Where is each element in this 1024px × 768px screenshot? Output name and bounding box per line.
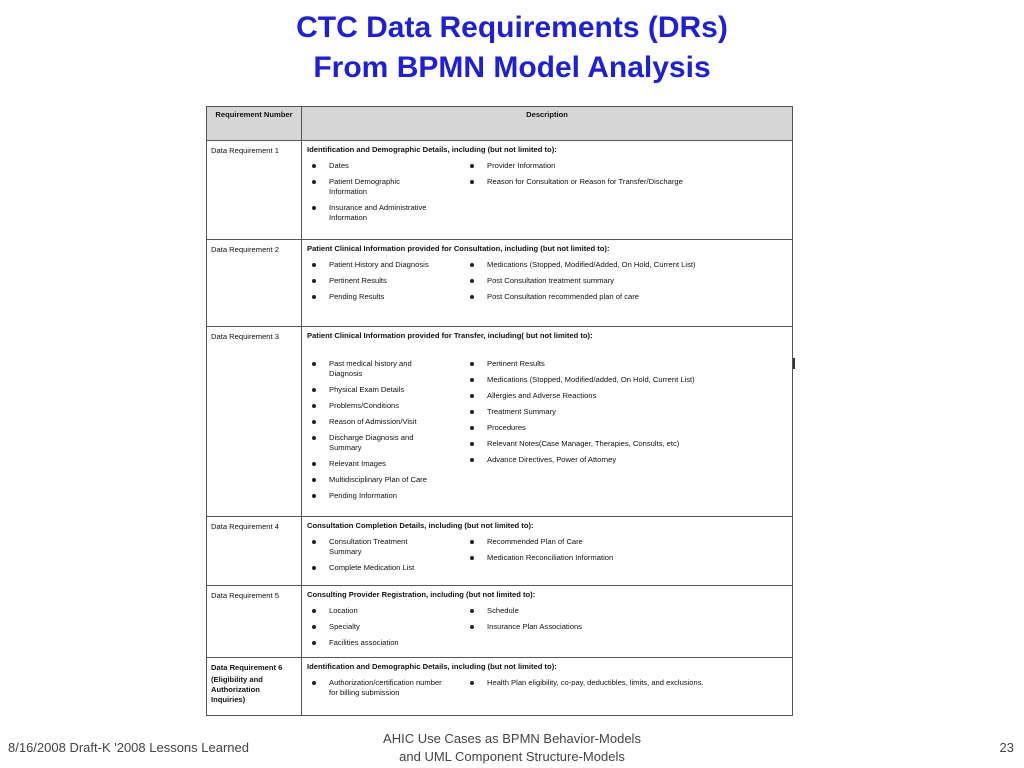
- requirement-number: Data Requirement 3: [207, 326, 302, 517]
- bullet-list-left: [309, 359, 467, 507]
- bullet-list-right: [467, 606, 787, 654]
- table-header-row: [207, 107, 793, 141]
- data-requirements-table: [206, 106, 793, 716]
- list-item: Reason for Consultation or Reason for Transfer/Discharge: [467, 177, 787, 187]
- bullet-list-right: [467, 161, 787, 229]
- list-item: Treatment Summary: [467, 407, 787, 417]
- requirement-number-label: Data Requirement 6: [211, 662, 283, 672]
- list-item: Consultation Treatment Summary: [309, 537, 467, 557]
- list-item: Medication Reconciliation Information: [467, 553, 787, 563]
- list-item: Patient History and Diagnosis: [309, 260, 467, 270]
- list-item: Relevant Images: [309, 459, 467, 469]
- description-heading: Patient Clinical Information provided for Consultation, including (but not limited to):: [307, 244, 610, 254]
- description-heading: Identification and Demographic Details, including (but not limited to):: [307, 145, 557, 154]
- bullet-list-left: [309, 537, 467, 579]
- bullet-list-right: [467, 537, 787, 579]
- description-header: Description: [302, 107, 793, 141]
- list-item: Specialty: [309, 622, 467, 632]
- description-heading: Consulting Provider Registration, including (but not limited to):: [307, 589, 536, 599]
- list-item: Advance Directives, Power of Attorney: [467, 455, 787, 465]
- description-heading: Consultation Completion Details, including (but not limited to):: [307, 521, 534, 531]
- requirement-number: Data Requirement 1: [207, 141, 302, 240]
- table-row: [207, 240, 793, 326]
- requirement-number: Data Requirement 4: [207, 517, 302, 585]
- footer-center: [312, 730, 712, 766]
- list-item: Schedule: [467, 606, 787, 616]
- requirement-number-note: (Eligibility and Authorization Inquiries): [211, 674, 263, 704]
- page-number: 23: [999, 740, 1014, 755]
- slide-title: [0, 8, 1024, 88]
- list-item: Problems/Conditions: [309, 401, 467, 411]
- list-item: Insurance Plan Associations: [467, 622, 787, 632]
- bullet-list-left: [309, 161, 467, 229]
- list-item: Multidisciplinary Plan of Care: [309, 475, 467, 485]
- footer-center-line-2: and UML Component Structure-Models: [399, 749, 625, 764]
- description-heading: Identification and Demographic Details, including (but not limited to):: [307, 661, 557, 671]
- requirement-description: [302, 240, 793, 326]
- list-item: Insurance and Administrative Information: [309, 203, 467, 223]
- description-heading: Patient Clinical Information provided for Transfer, including( but not limited to):: [307, 330, 593, 340]
- table-row: [207, 326, 793, 517]
- requirement-description: [302, 585, 793, 657]
- requirement-description: [302, 657, 793, 715]
- list-item: Relevant Notes(Case Manager, Therapies, Consults, etc): [467, 439, 787, 449]
- table-row: [207, 657, 793, 715]
- bullet-list-left: [309, 678, 467, 704]
- list-item: Discharge Diagnosis and Summary: [309, 433, 467, 453]
- list-item: Dates: [309, 161, 467, 171]
- bullet-list-left: [309, 606, 467, 654]
- requirement-number-header: Requirement Number: [207, 107, 302, 141]
- table-row: [207, 141, 793, 240]
- list-item: Location: [309, 606, 467, 616]
- bullet-list-right: [467, 678, 787, 704]
- list-item: Post Consultation recommended plan of care: [467, 292, 787, 302]
- bullet-list-right: [467, 359, 787, 507]
- requirement-number: Data Requirement 2: [207, 240, 302, 326]
- list-item: Pertinent Results: [467, 359, 787, 369]
- list-item: Allergies and Adverse Reactions: [467, 391, 787, 401]
- list-item: Facilities association: [309, 638, 467, 648]
- requirement-number: Data Requirement 5: [207, 585, 302, 657]
- requirement-description: [302, 141, 793, 240]
- list-item: Past medical history and Diagnosis: [309, 359, 467, 379]
- bullet-list-right: [467, 260, 787, 308]
- list-item: Pertinent Results: [309, 276, 467, 286]
- footer-date: 8/16/2008 Draft-K '2008 Lessons Learned: [8, 740, 249, 755]
- list-item: Reason of Admission/Visit: [309, 417, 467, 427]
- list-item: Post Consultation treatment summary: [467, 276, 787, 286]
- list-item: Authorization/certification number for billing submission: [309, 678, 467, 698]
- slide-title-line-2: From BPMN Model Analysis: [313, 51, 711, 84]
- list-item: Procedures: [467, 423, 787, 433]
- list-item: Pending Information: [309, 491, 467, 501]
- table-row: [207, 585, 793, 657]
- list-item: Complete Medication List: [309, 563, 467, 573]
- table-row: [207, 517, 793, 585]
- requirement-description: [302, 517, 793, 585]
- list-item: Provider Information: [467, 161, 787, 171]
- stray-mark: [793, 358, 795, 369]
- list-item: Medications (Stopped, Modified/added, On Hold, Current List): [467, 375, 787, 385]
- list-item: Patient Demographic Information: [309, 177, 467, 197]
- list-item: Recommended Plan of Care: [467, 537, 787, 547]
- list-item: Pending Results: [309, 292, 467, 302]
- requirement-number: [207, 657, 302, 715]
- list-item: Medications (Stopped, Modified/Added, On Hold, Current List): [467, 260, 787, 270]
- requirement-description: [302, 326, 793, 517]
- list-item: Physical Exam Details: [309, 385, 467, 395]
- list-item: Health Plan eligibility, co-pay, deductibles, limits, and exclusions.: [467, 678, 787, 688]
- footer-center-line-1: AHIC Use Cases as BPMN Behavior-Models: [383, 731, 641, 746]
- bullet-list-left: [309, 260, 467, 308]
- slide-title-line-1: CTC Data Requirements (DRs): [296, 11, 728, 44]
